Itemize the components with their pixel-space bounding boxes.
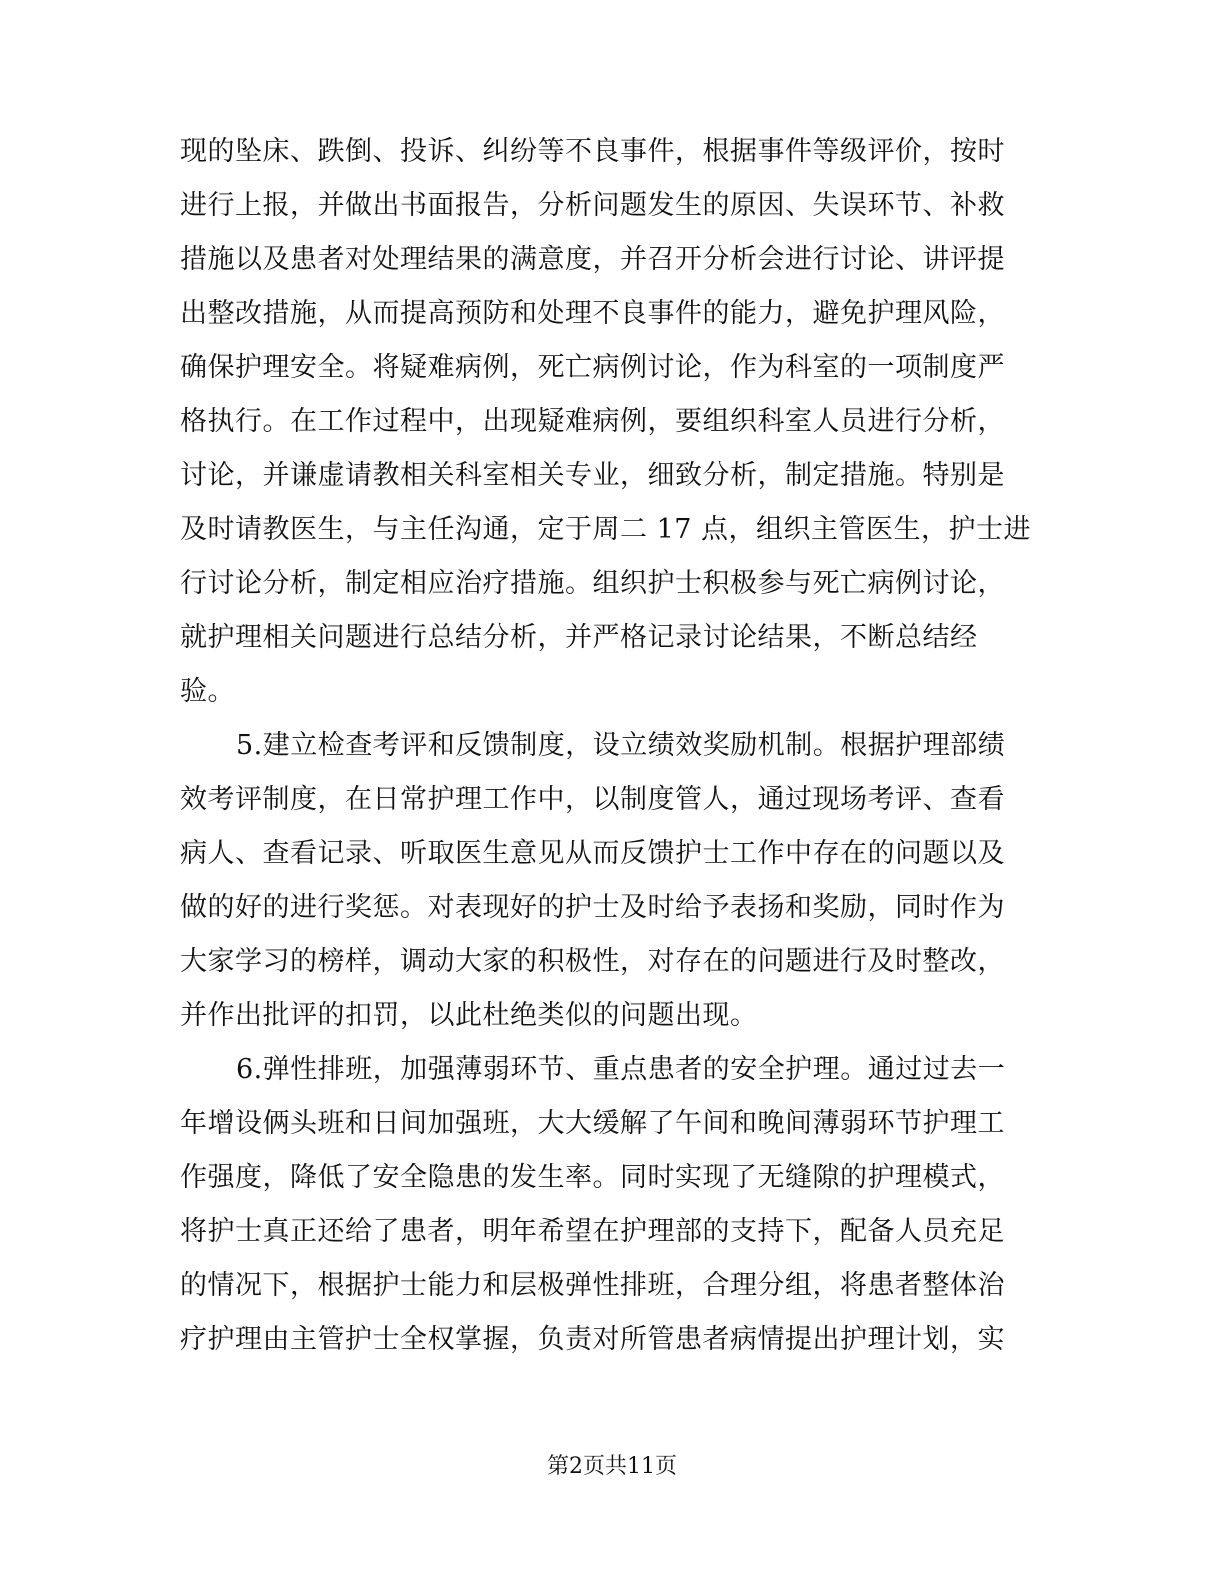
- text-line: 的情况下，根据护士能力和层极弹性排班，合理分组，将患者整体治: [180, 1270, 1005, 1301]
- text-line: 年增设俩头班和日间加强班，大大缓解了午间和晚间薄弱环节护理工: [180, 1108, 1005, 1139]
- body-text: [180, 125, 1040, 1367]
- text-line: 行讨论分析，制定相应治疗措施。组织护士积极参与死亡病例讨论，: [180, 568, 1005, 599]
- text-line: 将护士真正还给了患者，明年希望在护理部的支持下，配备人员充足: [180, 1216, 1005, 1247]
- paragraph-5-first-line: 5.建立检查考评和反馈制度，设立绩效奖励机制。根据护理部绩: [236, 730, 1006, 761]
- paragraph-6-first-line: 6.弹性排班，加强薄弱环节、重点患者的安全护理。通过过去一: [236, 1054, 1006, 1085]
- text-line: 讨论，并谦虚请教相关科室相关专业，细致分析，制定措施。特别是: [180, 460, 1005, 491]
- text-line: 作强度，降低了安全隐患的发生率。同时实现了无缝隙的护理模式，: [180, 1162, 1005, 1193]
- text-line: 进行上报，并做出书面报告，分析问题发生的原因、失误环节、补救: [180, 190, 1005, 221]
- page-number-footer: 第2页共11页: [547, 1454, 677, 1479]
- text-line: 疗护理由主管护士全权掌握，负责对所管患者病情提出护理计划，实: [180, 1324, 1005, 1355]
- text-line: 病人、查看记录、听取医生意见从而反馈护士工作中存在的问题以及: [180, 838, 1005, 869]
- text-line: 验。: [180, 676, 235, 707]
- text-line: 并作出批评的扣罚，以此杜绝类似的问题出现。: [180, 1000, 758, 1031]
- text-line: 做的好的进行奖惩。对表现好的护士及时给予表扬和奖励，同时作为: [180, 892, 1005, 923]
- text-line: 就护理相关问题进行总结分析，并严格记录讨论结果，不断总结经: [180, 622, 978, 653]
- text-line: 措施以及患者对处理结果的满意度，并召开分析会进行讨论、讲评提: [180, 244, 1005, 275]
- text-line: 格执行。在工作过程中，出现疑难病例，要组织科室人员进行分析，: [180, 406, 1005, 437]
- text-line: 效考评制度，在日常护理工作中，以制度管人，通过现场考评、查看: [180, 784, 1005, 815]
- text-line: 确保护理安全。将疑难病例，死亡病例讨论，作为科室的一项制度严: [180, 352, 1005, 383]
- text-line: 大家学习的榜样，调动大家的积极性，对存在的问题进行及时整改，: [180, 946, 1005, 977]
- text-line: 及时请教医生，与主任沟通，定于周二 17 点，组织主管医生，护士进: [180, 514, 1032, 545]
- text-line: 出整改措施，从而提高预防和处理不良事件的能力，避免护理风险，: [180, 298, 1005, 329]
- text-line: 现的坠床、跌倒、投诉、纠纷等不良事件，根据事件等级评价，按时: [180, 136, 1005, 167]
